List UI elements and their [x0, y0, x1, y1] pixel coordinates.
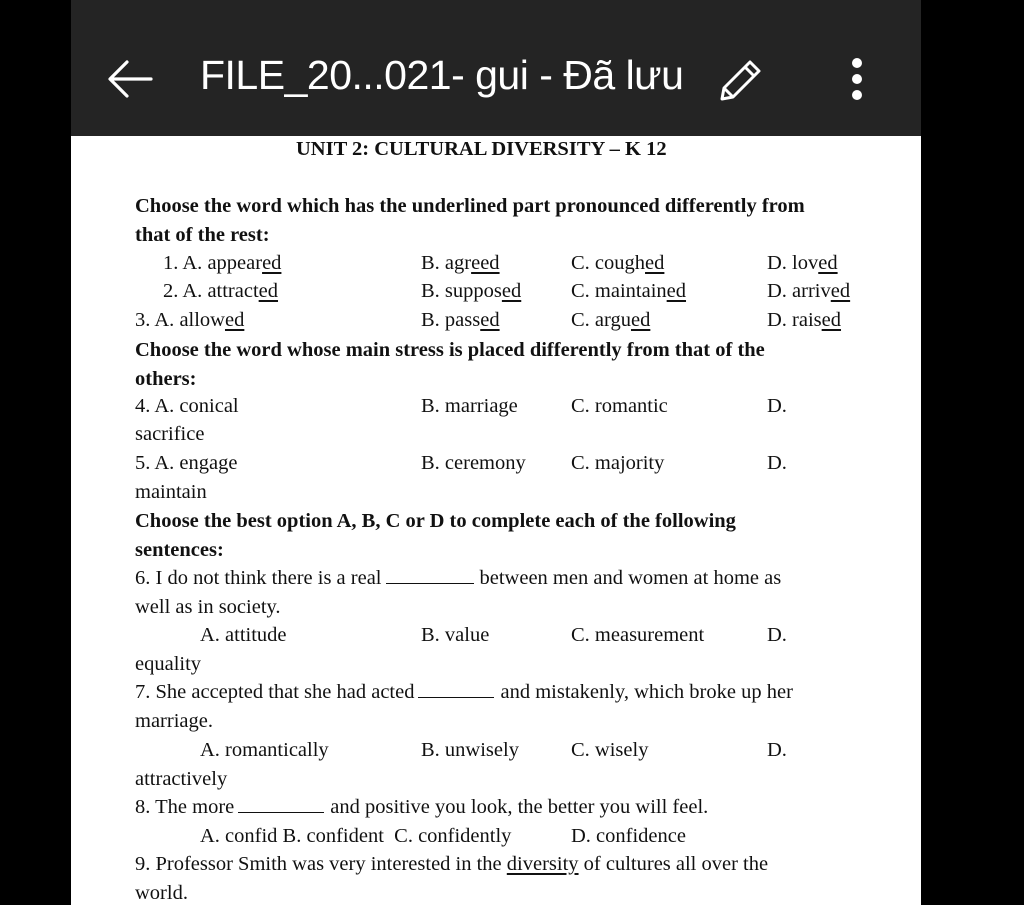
q7-option-d: D.	[767, 739, 787, 761]
doc-heading: UNIT 2: CULTURAL DIVERSITY – K 12	[296, 138, 667, 160]
q2-option-c: C. maintained	[571, 280, 687, 302]
section-2-instruction: Choose the word whose main stress is placed differently from that of the	[135, 339, 765, 361]
q4-option-c: C. romantic	[571, 395, 668, 417]
q2-option-a: 2. A. attracted	[163, 280, 279, 302]
q4-option-b: B. marriage	[421, 395, 518, 417]
q1-option-a: 1. A. appeared	[163, 252, 282, 274]
q5-option-c: C. majority	[571, 452, 665, 474]
section-3-instruction: Choose the best option A, B, C or D to complete each of the following	[135, 510, 736, 532]
q6-option-c: C. measurement	[571, 624, 705, 646]
q8-stem: 8. The more and positive you look, the better you will feel.	[135, 796, 709, 818]
q7-option-a: A. romantically	[200, 739, 329, 761]
pencil-icon[interactable]	[714, 54, 766, 106]
section-2-instruction-cont: others:	[135, 368, 197, 390]
q5-option-d: D.	[767, 452, 787, 474]
q7-blank	[418, 683, 494, 698]
section-1-instruction: Choose the word which has the underlined part pronounced differently from	[135, 195, 805, 217]
q4-option-a: 4. A. conical	[135, 395, 239, 417]
q6-option-d-text: equality	[135, 653, 202, 675]
document-title: FILE_20...021- gui - Đã lưu	[200, 52, 684, 98]
q9-stem: 9. Professor Smith was very interested in the diversity of cultures all over the	[135, 853, 769, 875]
q5-option-b: B. ceremony	[421, 452, 526, 474]
q2-option-b: B. supposed	[421, 280, 522, 302]
q3-option-d: D. raised	[767, 309, 842, 331]
q6-blank	[386, 569, 474, 584]
q7-option-d-text: attractively	[135, 768, 228, 790]
q6-option-a: A. attitude	[200, 624, 287, 646]
q8-blank	[238, 798, 324, 813]
q6-option-d: D.	[767, 624, 787, 646]
q3-option-a: 3. A. allowed	[135, 309, 245, 331]
document-page	[71, 136, 921, 905]
q4-option-d-text: sacrifice	[135, 423, 205, 445]
q4-option-d: D.	[767, 395, 787, 417]
back-arrow-icon[interactable]	[103, 52, 157, 106]
section-1-instruction-cont: that of the rest:	[135, 224, 270, 246]
q2-option-d: D. arrived	[767, 280, 851, 302]
q7-option-c: C. wisely	[571, 739, 649, 761]
q6-stem-cont: well as in society.	[135, 596, 281, 618]
q6-option-b: B. value	[421, 624, 490, 646]
q5-option-a: 5. A. engage	[135, 452, 238, 474]
q1-option-c: C. coughed	[571, 252, 665, 274]
q7-stem-cont: marriage.	[135, 710, 213, 732]
q8-options: A. confid B. confident C. confidently	[200, 825, 512, 847]
q6-stem: 6. I do not think there is a real between men and women at home as	[135, 567, 782, 589]
q9-stem-cont: world.	[135, 882, 188, 904]
q8-option-d: D. confidence	[571, 825, 686, 847]
q1-option-d: D. loved	[767, 252, 838, 274]
q3-option-b: B. passed	[421, 309, 500, 331]
q1-option-b: B. agreed	[421, 252, 500, 274]
q3-option-c: C. argued	[571, 309, 651, 331]
q7-stem: 7. She accepted that she had acted and mistakenly, which broke up her	[135, 681, 793, 703]
q5-option-d-text: maintain	[135, 481, 207, 503]
q7-option-b: B. unwisely	[421, 739, 519, 761]
more-vertical-icon[interactable]	[842, 56, 872, 102]
section-3-instruction-cont: sentences:	[135, 539, 224, 561]
